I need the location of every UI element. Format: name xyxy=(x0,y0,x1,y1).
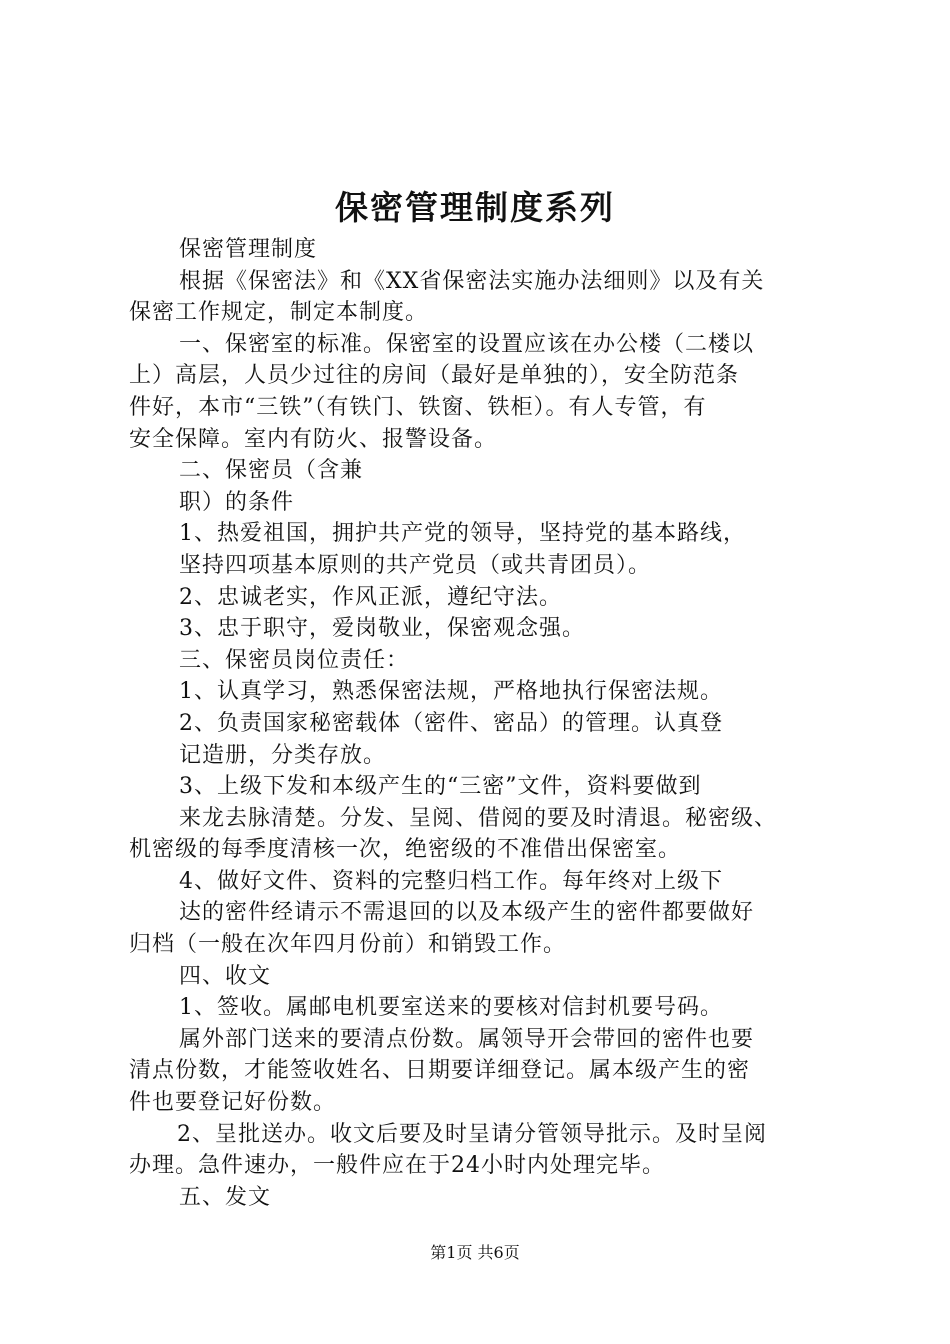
paragraph-line: 机密级的每季度清核一次，绝密级的不准借出保密室。 xyxy=(129,837,682,863)
paragraph-line: 记造册，分类存放。 xyxy=(179,742,387,768)
paragraph-line: 职）的条件 xyxy=(179,489,295,515)
page-number: 第1页 共6页 xyxy=(430,1243,520,1262)
paragraph-line: 一、保密室的标准。保密室的设置应该在办公楼（二楼以 xyxy=(179,331,755,357)
paragraph-line: 办理。急件速办，一般件应在于24小时内处理完毕。 xyxy=(129,1153,665,1179)
paragraph-line: 1、认真学习，熟悉保密法规，严格地执行保密法规。 xyxy=(179,679,723,705)
paragraph-line: 坚持四项基本原则的共产党员（或共青团员）。 xyxy=(179,552,652,578)
paragraph-line: 2、忠诚老实，作风正派，遵纪守法。 xyxy=(179,584,562,610)
section-heading: 保密管理制度 xyxy=(179,237,318,262)
paragraph-line: 四、收文 xyxy=(179,963,272,989)
paragraph-line: 保密工作规定，制定本制度。 xyxy=(129,300,429,326)
document-body xyxy=(129,234,839,1213)
paragraph-line: 安全保障。室内有防火、报警设备。 xyxy=(129,426,498,452)
paragraph-line: 2、呈批送办。收文后要及时呈请分管领导批示。及时呈阅 xyxy=(177,1121,767,1147)
paragraph-line: 1、热爱祖国，拥护共产党的领导，坚持党的基本路线， xyxy=(179,521,746,547)
paragraph-line: 3、忠于职守，爱岗敬业，保密观念强。 xyxy=(179,616,585,642)
paragraph-line: 上）高层，人员少过往的房间（最好是单独的），安全防范条 xyxy=(129,363,740,389)
paragraph-line: 2、负责国家秘密载体（密件、密品）的管理。认真登 xyxy=(179,710,723,736)
document-title: 保密管理制度系列 xyxy=(335,188,615,227)
paragraph-line: 达的密件经请示不需退回的以及本级产生的密件都要做好 xyxy=(179,900,755,926)
paragraph-line: 五、发文 xyxy=(179,1184,272,1210)
paragraph-line: 1、签收。属邮电机要室送来的要核对信封机要号码。 xyxy=(179,995,723,1021)
paragraph-line: 三、保密员岗位责任： xyxy=(179,647,410,673)
paragraph-line: 3、上级下发和本级产生的“三密”文件，资料要做到 xyxy=(179,774,702,800)
paragraph-line: 属外部门送来的要清点份数。属领导开会带回的密件也要 xyxy=(179,1026,755,1052)
paragraph-line: 件也要登记好份数。 xyxy=(129,1090,337,1116)
paragraph-line: 二、保密员（含兼 xyxy=(179,458,364,484)
paragraph-line: 件好，本市“三铁”（有铁门、铁窗、铁柜）。有人专管，有 xyxy=(129,394,707,420)
paragraph-line: 清点份数，才能签收姓名、日期要详细登记。属本级产生的密 xyxy=(129,1058,751,1084)
paragraph-line: 归档（一般在次年四月份前）和销毁工作。 xyxy=(129,932,567,958)
paragraph-line: 根据《保密法》和《XX省保密法实施办法细则》以及有关 xyxy=(179,268,765,294)
paragraph-line: 4、做好文件、资料的完整归档工作。每年终对上级下 xyxy=(179,868,723,894)
paragraph-line: 来龙去脉清楚。分发、呈阅、借阅的要及时清退。秘密级、 xyxy=(179,805,778,831)
